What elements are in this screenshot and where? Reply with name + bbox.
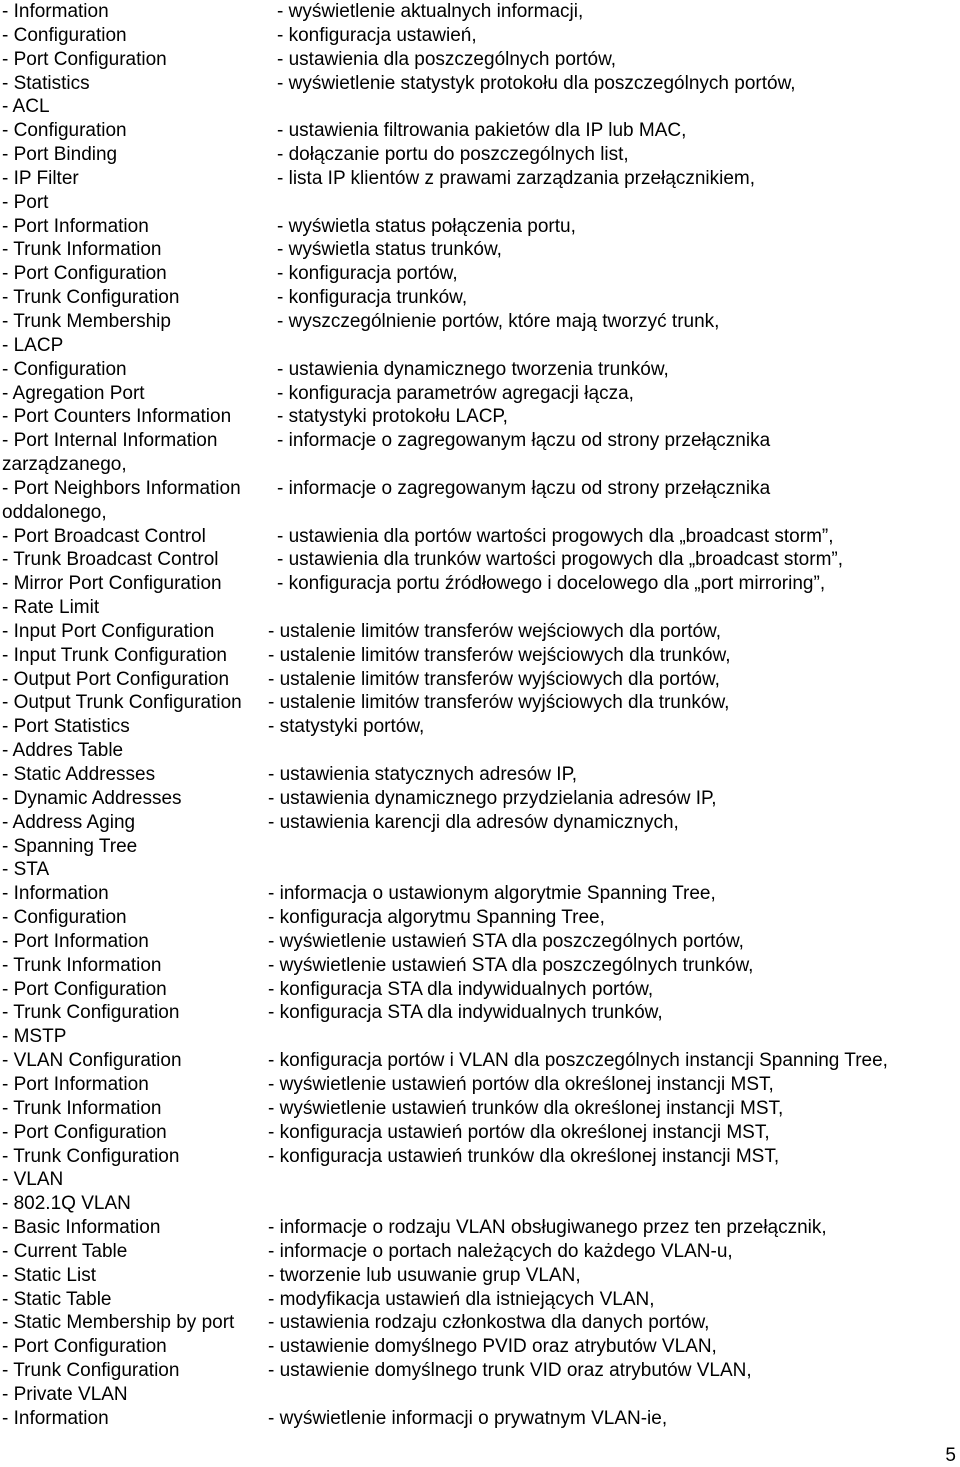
- menu-entry-row: [0, 1097, 960, 1121]
- menu-item-name: - Addres Table: [2, 740, 124, 762]
- menu-item-description: - wyświetla status połączenia portu,: [277, 215, 576, 237]
- menu-entry-row: [0, 954, 960, 978]
- menu-entry-row: [0, 525, 960, 549]
- menu-item-name: - Trunk Broadcast Control: [2, 549, 219, 571]
- menu-item-description: - ustalenie limitów transferów wyjściowych dla portów,: [268, 668, 720, 690]
- menu-item-name: - VLAN: [2, 1169, 64, 1191]
- menu-item-description: - wyświetlenie ustawień STA dla poszczególnych portów,: [268, 930, 744, 952]
- menu-entry-row: [0, 978, 960, 1002]
- menu-item-description: - wyświetlenie ustawień portów dla określonej instancji MST,: [268, 1073, 774, 1095]
- menu-item-name: - Trunk Information: [2, 239, 162, 261]
- menu-entry-row: [0, 167, 960, 191]
- menu-item-name: - Static Membership by port: [2, 1312, 235, 1334]
- menu-item-description: - ustalenie limitów transferów wejściowych dla trunków,: [268, 644, 731, 666]
- menu-item-name: - Port Configuration: [2, 978, 167, 1000]
- menu-item-name: - Information: [2, 1, 109, 22]
- menu-item-name: - ACL: [2, 96, 50, 118]
- menu-entry-row: [0, 453, 960, 477]
- menu-item-description: - konfiguracja parametrów agregacji łącza,: [277, 382, 634, 404]
- menu-entry-row: [0, 143, 960, 167]
- menu-entry-row: [0, 644, 960, 668]
- menu-item-description: - lista IP klientów z prawami zarządzania przełącznikiem,: [277, 167, 755, 189]
- menu-entry-row: [0, 405, 960, 429]
- menu-item-description: - ustawienia filtrowania pakietów dla IP lub MAC,: [277, 120, 687, 142]
- menu-entry-row: [0, 1192, 960, 1216]
- menu-entry-row: [0, 739, 960, 763]
- menu-entry-row: [0, 858, 960, 882]
- menu-item-description: - ustawienia karencji dla adresów dynamicznych,: [268, 811, 679, 833]
- menu-entry-row: [0, 1001, 960, 1025]
- menu-item-name: - Mirror Port Configuration: [2, 573, 222, 595]
- menu-entry-row: [0, 310, 960, 334]
- menu-entry-row: [0, 835, 960, 859]
- menu-item-description: - ustawienie domyślnego PVID oraz atrybutów VLAN,: [268, 1336, 717, 1358]
- menu-item-name: - STA: [2, 859, 50, 881]
- menu-item-name: - Trunk Configuration: [2, 1002, 180, 1024]
- menu-entry-row: [0, 1121, 960, 1145]
- menu-item-description: - wyszczególnienie portów, które mają tworzyć trunk,: [277, 310, 720, 332]
- menu-item-description: - konfiguracja algorytmu Spanning Tree,: [268, 907, 605, 929]
- menu-item-name: - Port: [2, 191, 49, 213]
- menu-item-description: - konfiguracja ustawień,: [277, 24, 477, 46]
- menu-item-name: - Trunk Configuration: [2, 1360, 180, 1382]
- menu-entry-row: [0, 811, 960, 835]
- menu-item-name: - Input Port Configuration: [2, 620, 215, 642]
- menu-entry-row: [0, 1264, 960, 1288]
- menu-entry-row: [0, 429, 960, 453]
- menu-item-name: - Input Trunk Configuration: [2, 644, 227, 666]
- menu-entry-row: [0, 1240, 960, 1264]
- menu-entry-row: [0, 334, 960, 358]
- menu-item-description: - informacje o rodzaju VLAN obsługiwanego przez ten przełącznik,: [268, 1217, 827, 1239]
- menu-item-name: - Information: [2, 883, 109, 905]
- menu-item-name: - Address Aging: [2, 811, 136, 833]
- menu-item-name: - Port Binding: [2, 144, 118, 166]
- menu-item-description: - tworzenie lub usuwanie grup VLAN,: [268, 1264, 581, 1286]
- menu-item-description: - konfiguracja trunków,: [277, 287, 468, 309]
- menu-item-description: - ustalenie limitów transferów wejściowych dla portów,: [268, 620, 722, 642]
- menu-entry-row: [0, 1025, 960, 1049]
- menu-item-name: - Configuration: [2, 24, 127, 46]
- page-number: 5: [945, 1445, 956, 1466]
- menu-entry-row: [0, 238, 960, 262]
- menu-entry-row: [0, 906, 960, 930]
- menu-item-name: - Port Configuration: [2, 48, 167, 70]
- menu-item-name: - Port Configuration: [2, 263, 167, 285]
- menu-item-name: zarządzanego,: [2, 454, 127, 476]
- menu-item-name: - Port Information: [2, 1073, 149, 1095]
- menu-item-description: - konfiguracja portów,: [277, 263, 458, 285]
- menu-entry-row: [0, 215, 960, 239]
- menu-item-description: - ustawienia rodzaju członkostwa dla danych portów,: [268, 1312, 710, 1334]
- menu-item-description: - konfiguracja STA dla indywidualnych portów,: [268, 978, 654, 1000]
- menu-item-name: - Port Internal Information: [2, 430, 218, 452]
- menu-item-description: - konfiguracja ustawień portów dla określonej instancji MST,: [268, 1121, 770, 1143]
- menu-item-name: - LACP: [2, 334, 64, 356]
- menu-item-name: - Agregation Port: [2, 382, 145, 404]
- menu-item-description: - konfiguracja ustawień trunków dla określonej instancji MST,: [268, 1145, 780, 1167]
- menu-entry-row: [0, 1359, 960, 1383]
- menu-entry-row: [0, 72, 960, 96]
- menu-entry-row: [0, 95, 960, 119]
- menu-item-name: - Configuration: [2, 358, 127, 380]
- menu-item-name: - Port Configuration: [2, 1336, 167, 1358]
- menu-entry-row: [0, 48, 960, 72]
- menu-item-name: - Port Broadcast Control: [2, 525, 206, 547]
- menu-item-description: - wyświetlenie aktualnych informacji,: [277, 1, 584, 22]
- menu-entry-row: [0, 763, 960, 787]
- menu-item-description: - ustawienie domyślnego trunk VID oraz atrybutów VLAN,: [268, 1360, 752, 1382]
- menu-item-description: - wyświetla status trunków,: [277, 239, 502, 261]
- menu-item-description: - ustawienia dla portów wartości progowych dla „broadcast storm”,: [277, 525, 834, 547]
- menu-entry-row: [0, 286, 960, 310]
- menu-item-name: - VLAN Configuration: [2, 1050, 182, 1072]
- menu-item-name: oddalonego,: [2, 501, 107, 523]
- menu-item-description: - konfiguracja STA dla indywidualnych trunków,: [268, 1002, 663, 1024]
- menu-entry-row: [0, 668, 960, 692]
- menu-item-name: - Configuration: [2, 120, 127, 142]
- menu-item-description: - informacje o zagregowanym łączu od strony przełącznika: [277, 477, 771, 499]
- menu-item-name: - Private VLAN: [2, 1383, 128, 1405]
- menu-entry-row: [0, 882, 960, 906]
- menu-item-name: - Port Information: [2, 215, 149, 237]
- menu-entry-row: [0, 477, 960, 501]
- menu-item-name: - Port Neighbors Information: [2, 477, 241, 499]
- menu-item-description: - informacja o ustawionym algorytmie Spanning Tree,: [268, 883, 716, 905]
- menu-item-name: - Statistics: [2, 72, 90, 94]
- menu-item-name: - 802.1Q VLAN: [2, 1193, 131, 1215]
- menu-item-description: - ustawienia dynamicznego tworzenia trunków,: [277, 358, 669, 380]
- menu-entry-row: [0, 1145, 960, 1169]
- menu-entry-row: [0, 262, 960, 286]
- menu-entry-row: [0, 596, 960, 620]
- menu-item-description: - ustawienia dla poszczególnych portów,: [277, 48, 617, 70]
- menu-entry-row: [0, 787, 960, 811]
- menu-item-name: - Port Configuration: [2, 1121, 167, 1143]
- menu-item-description: - statystyki portów,: [268, 716, 425, 738]
- menu-item-description: - konfiguracja portu źródłowego i docelowego dla „port mirroring”,: [277, 573, 826, 595]
- menu-item-name: - Trunk Information: [2, 1097, 162, 1119]
- menu-entry-row: [0, 1073, 960, 1097]
- menu-item-name: - Trunk Configuration: [2, 287, 180, 309]
- menu-item-description: - informacje o zagregowanym łączu od strony przełącznika: [277, 430, 771, 452]
- menu-item-name: - Basic Information: [2, 1217, 161, 1239]
- menu-item-description: - ustawienia dla trunków wartości progowych dla „broadcast storm”,: [277, 549, 844, 571]
- menu-item-description: - wyświetlenie statystyk protokołu dla poszczególnych portów,: [277, 72, 796, 94]
- menu-entry-row: [0, 24, 960, 48]
- menu-entry-row: [0, 715, 960, 739]
- menu-entry-row: [0, 1288, 960, 1312]
- menu-item-description: - ustawienia dynamicznego przydzielania adresów IP,: [268, 787, 717, 809]
- menu-item-name: - Information: [2, 1407, 109, 1429]
- menu-entry-row: [0, 620, 960, 644]
- menu-item-name: - Output Trunk Configuration: [2, 692, 242, 714]
- menu-item-description: - ustawienia statycznych adresów IP,: [268, 764, 578, 785]
- menu-item-description: - statystyki protokołu LACP,: [277, 406, 508, 428]
- menu-item-name: - Port Counters Information: [2, 406, 232, 428]
- menu-item-name: - Trunk Information: [2, 954, 162, 976]
- menu-entry-row: [0, 1168, 960, 1192]
- menu-entry-row: [0, 358, 960, 382]
- menu-item-name: - Trunk Membership: [2, 310, 171, 332]
- menu-item-name: - Static Addresses: [2, 764, 156, 785]
- menu-entry-row: [0, 691, 960, 715]
- menu-entry-row: [0, 572, 960, 596]
- menu-item-name: - Static Table: [2, 1288, 112, 1310]
- menu-item-name: - Static List: [2, 1264, 96, 1286]
- menu-item-name: - Spanning Tree: [2, 835, 138, 857]
- menu-entry-row: [0, 501, 960, 525]
- menu-item-name: - Output Port Configuration: [2, 668, 230, 690]
- menu-item-description: - modyfikacja ustawień dla istniejących VLAN,: [268, 1288, 655, 1310]
- menu-item-name: - Configuration: [2, 907, 127, 929]
- menu-item-name: - Current Table: [2, 1240, 128, 1262]
- menu-item-description: - ustalenie limitów transferów wyjściowych dla trunków,: [268, 692, 730, 714]
- menu-entry-row: [0, 1311, 960, 1335]
- menu-item-name: - Rate Limit: [2, 597, 100, 619]
- menu-item-description: - informacje o portach należących do każdego VLAN-u,: [268, 1240, 733, 1262]
- menu-item-description: - wyświetlenie ustawień trunków dla określonej instancji MST,: [268, 1097, 784, 1119]
- menu-entry-row: [0, 1049, 960, 1073]
- menu-entry-row: [0, 0, 960, 24]
- menu-item-name: - Port Statistics: [2, 716, 130, 738]
- menu-item-name: - Dynamic Addresses: [2, 787, 182, 809]
- menu-item-description: - konfiguracja portów i VLAN dla poszczególnych instancji Spanning Tree,: [268, 1050, 888, 1072]
- menu-entry-row: [0, 1407, 960, 1431]
- menu-entry-row: [0, 930, 960, 954]
- menu-item-name: - Trunk Configuration: [2, 1145, 180, 1167]
- menu-item-description: - wyświetlenie ustawień STA dla poszczególnych trunków,: [268, 954, 754, 976]
- menu-item-name: - IP Filter: [2, 167, 79, 189]
- menu-entry-row: [0, 1216, 960, 1240]
- menu-item-description: - wyświetlenie informacji o prywatnym VLAN-ie,: [268, 1407, 668, 1429]
- menu-entry-row: [0, 1383, 960, 1407]
- menu-item-name: - MSTP: [2, 1026, 67, 1048]
- menu-entry-row: [0, 1335, 960, 1359]
- menu-item-name: - Port Information: [2, 930, 149, 952]
- menu-entry-row: [0, 548, 960, 572]
- menu-entry-row: [0, 382, 960, 406]
- menu-entry-row: [0, 119, 960, 143]
- menu-item-description: - dołączanie portu do poszczególnych list,: [277, 144, 629, 166]
- menu-entry-row: [0, 191, 960, 215]
